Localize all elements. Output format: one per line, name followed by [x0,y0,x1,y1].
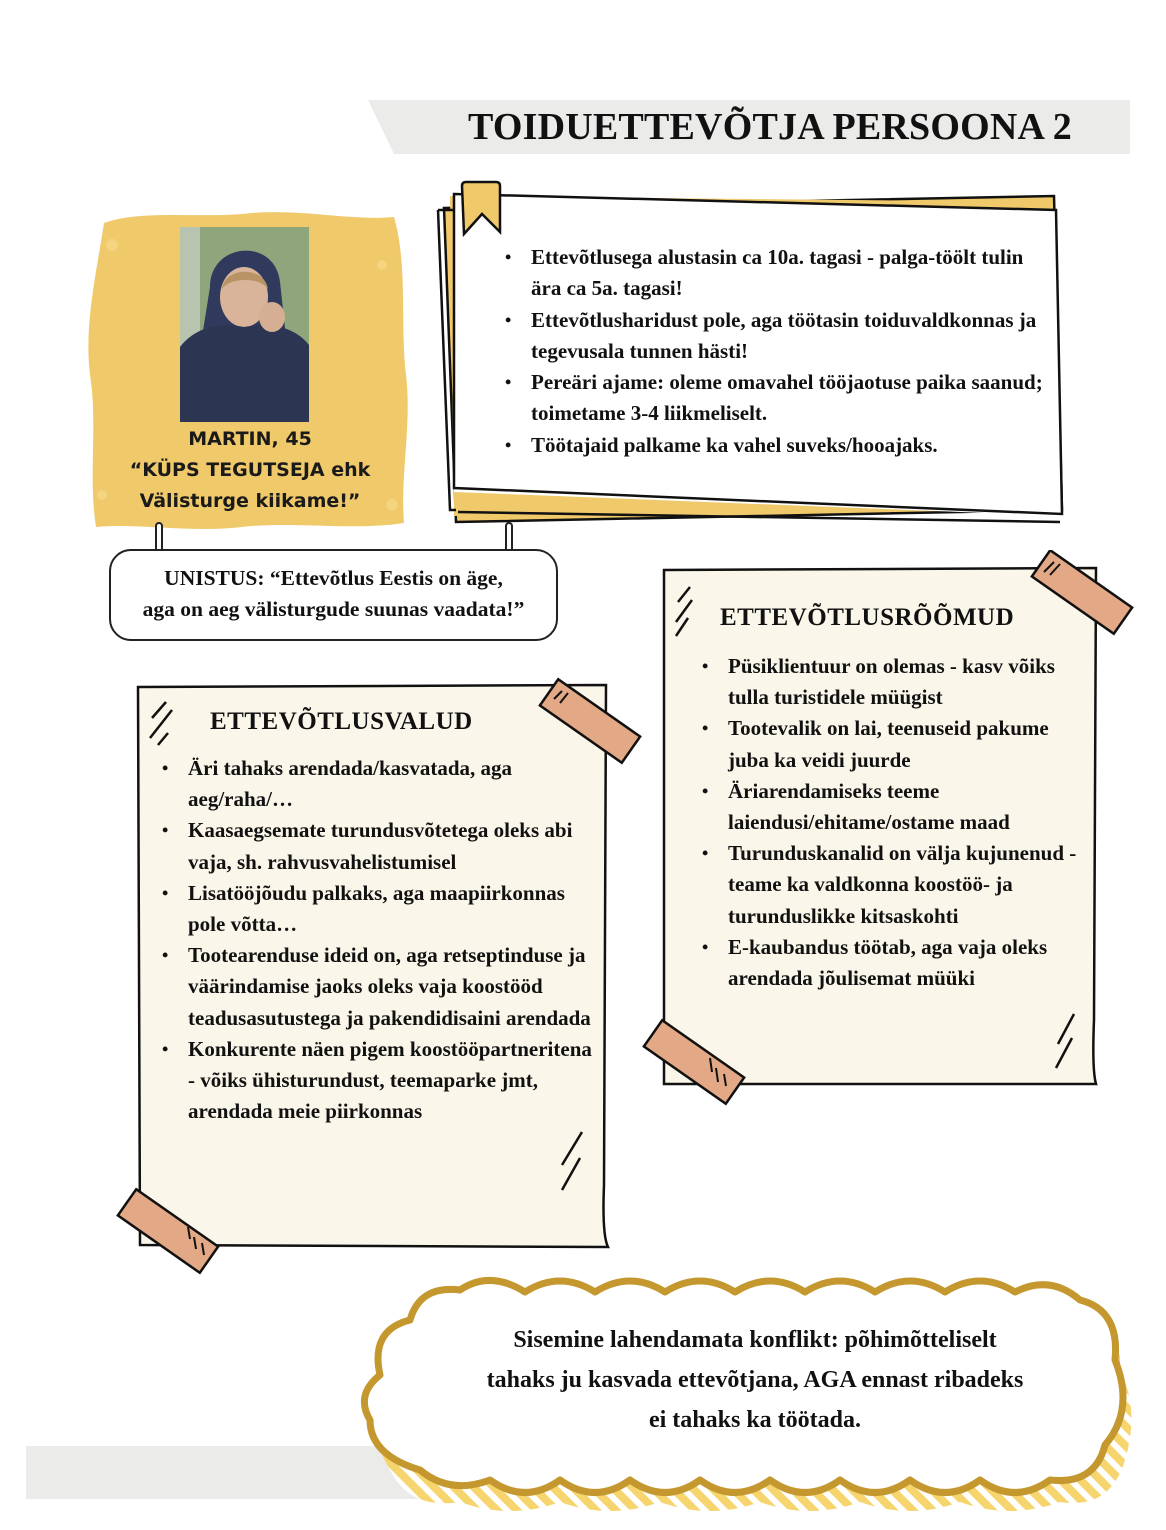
pain-item: • Kaasaegsemate turundusvõtetega oleks abi vaja, sh. rahvusvahelistumisel [162,815,592,877]
background-item: • Pereäri ajame: oleme omavahel tööjaotuse paika saanud; toimetame 3-4 liikmeliselt. [505,367,1045,430]
pain-item: • Äri tahaks arendada/kasvatada, aga aeg/raha/… [162,753,592,815]
joys-list [702,651,1092,994]
profile-photo [180,227,309,422]
pains-title: ETTEVÕTLUSVALUD [210,708,473,735]
background-item: • Ettevõtlusega alustasin ca 10a. tagasi - palga-töölt tulin ära ca 5a. tagasi! [505,242,1045,305]
dream-line2: aga on aeg välisturgude suunas vaadata!” [142,597,525,621]
pain-item: • Lisatööjõudu palkaks, aga maapiirkonnas pole võtta… [162,878,592,940]
joy-item: • Äriarendamiseks teeme laiendusi/ehitame/ostame maad [702,776,1092,838]
dream-text [109,563,558,625]
background-list [505,242,1045,461]
persona-name-age: MARTIN, 45 [188,428,312,450]
page-title: TOIDUETTEVÕTJA PERSOONA 2 [467,106,1072,148]
conflict-line2: tahaks ju kasvada ettevõtjana, AGA ennast ribadeks [486,1367,1024,1393]
joys-title: ETTEVÕTLUSRÕÕMUD [720,604,1015,631]
persona-tagline-line2: Välisturge kiikame!” [139,490,361,512]
background-item: • Ettevõtlusharidust pole, aga töötasin toiduvaldkonnas ja tegevusala tunnen hästi! [505,305,1045,368]
conflict-line3: ei tahaks ka töötada. [648,1407,862,1433]
background-item: • Töötajaid palkame ka vahel suveks/hooajaks. [505,430,1045,461]
persona-caption [100,424,400,517]
joy-item: • E-kaubandus töötab, aga vaja oleks arendada jõulisemat müüki [702,932,1092,994]
conflict-line1: Sisemine lahendamata konflikt: põhimõtteliselt [513,1327,997,1353]
pains-list [162,753,592,1127]
persona-tagline-line1: “KÜPS TEGUTSEJA ehk [129,459,371,481]
pain-item: • Konkurente näen pigem koostööpartneritena - võiks ühisturundust, teemaparke jmt, arendada meie piirkonnas [162,1034,592,1128]
portrait-illustration [180,227,309,422]
joy-item: • Tootevalik on lai, teenuseid pakume juba ka veidi juurde [702,713,1092,775]
conflict-text [390,1320,1120,1440]
joy-item: • Püsiklientuur on olemas - kasv võiks tulla turistidele müügist [702,651,1092,713]
dream-line1: UNISTUS: “Ettevõtlus Eestis on äge, [164,566,503,590]
pain-item: • Tootearenduse ideid on, aga retseptinduse ja väärindamise jaoks oleks vaja koostööd teadusasutustega ja pakendidisaini arendada [162,940,592,1034]
joy-item: • Turunduskanalid on välja kujunenud - teame ka valdkonna koostöö- ja turunduslikke kitsaskohti [702,838,1092,932]
